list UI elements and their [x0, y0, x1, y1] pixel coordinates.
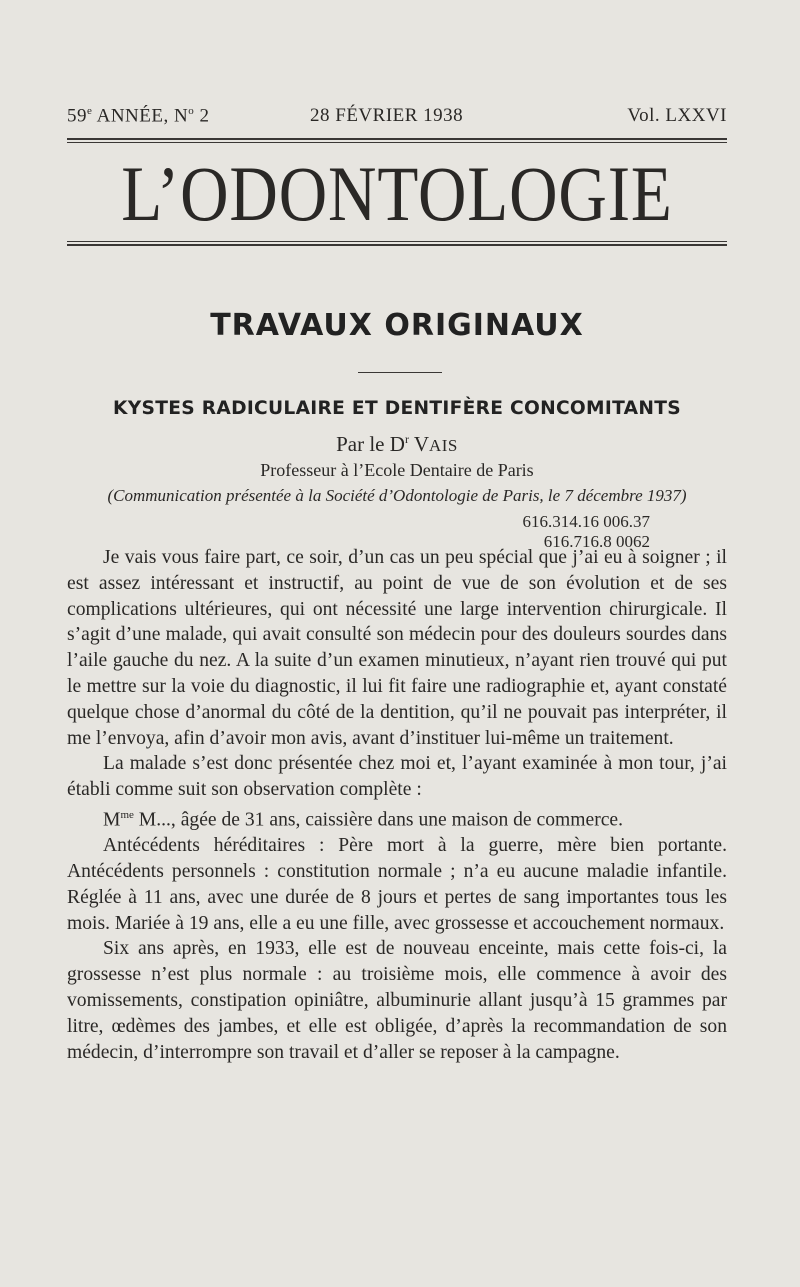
- body-paragraph: Je vais vous faire part, ce soir, d’un cas un peu spécial que j’ai eu à soigner ; il est assez intéressant et instructif, au point de vue de son évolution et de ses complications ultérieures, qui ont nécessité une large intervention chirurgicale. Il s’agit d’une malade, qui avait consulté son médecin pour des douleurs sourdes dans l’aile gauche du nez. A la suite d’un examen minutieux, n’ayant rien trouvé qui put le mettre sur la voie du diagnostic, il lui fit faire une radiographie et, ayant constaté quelque chose d’anormal du côté de la dentition, qu’il ne pouvait pas interpréter, il me l’envoya, afin d’avoir mon avis, avant d’instituer lui-même un traitement.: [67, 547, 727, 749]
- body-paragraph: Six ans après, en 1933, elle est de nouveau enceinte, mais cette fois-ci, la grossesse n’est plus normale : au troisième mois, elle commence à avoir des vomissements, constipation opiniâtre, albuminurie allant jusqu’à 15 grammes par litre, œdèmes des jambes, et elle est obligée, d’après la recommandation de son médecin, d’interrompre son travail et d’aller se reposer à la campagne.: [67, 938, 727, 1063]
- volume-number: Vol. LXXVI: [627, 105, 727, 126]
- body-paragraph: $M^{me}$ M..., âgée de 31 ans, caissière dans une maison de commerce.: [103, 808, 624, 831]
- journal-title: L’ODONTOLOGIE: [121, 150, 673, 237]
- article-body: [67, 545, 727, 1065]
- section-divider: [358, 372, 442, 373]
- article-title: KYSTES RADICULAIRE ET DENTIFÈRE CONCOMITANTS: [113, 397, 681, 419]
- title-rule-thick: [67, 244, 727, 246]
- classification-code: 616.314.16 006.37: [522, 512, 650, 531]
- header-rule-thick: [67, 138, 727, 140]
- section-title: TRAVAUX ORIGINAUX: [210, 308, 584, 343]
- communication-note: (Communication présentée à la Société d’Odontologie de Paris, le 7 décembre 1937): [107, 486, 687, 505]
- article-author: Par le $D^r$ VAIS: [336, 432, 458, 456]
- issue-number: 59e ANNÉE, $N^o$ 2: [67, 105, 210, 127]
- author-affiliation: Professeur à l’Ecole Dentaire de Paris: [260, 460, 534, 480]
- classification-code: 616.716.8 0062: [543, 532, 650, 551]
- running-header: [67, 105, 727, 131]
- title-rule-thin: [67, 241, 727, 242]
- body-paragraph: Antécédents héréditaires : Père mort à la guerre, mère bien portante. Antécédents personnels : constitution normale ; n’a eu aucune maladie infantile. Réglée à 11 ans, avec une durée de 8 jours et pertes de sang importantes tous les mois. Mariée à 19 ans, elle a eu une fille, avec grossesse et accouchement normaux.: [67, 835, 727, 934]
- issue-date: 28 FÉVRIER 1938: [310, 105, 464, 126]
- body-paragraph: La malade s’est donc présentée chez moi et, l’ayant examinée à mon tour, j’ai établi comme suit son observation complète :: [67, 753, 727, 801]
- header-rule-thin: [67, 142, 727, 143]
